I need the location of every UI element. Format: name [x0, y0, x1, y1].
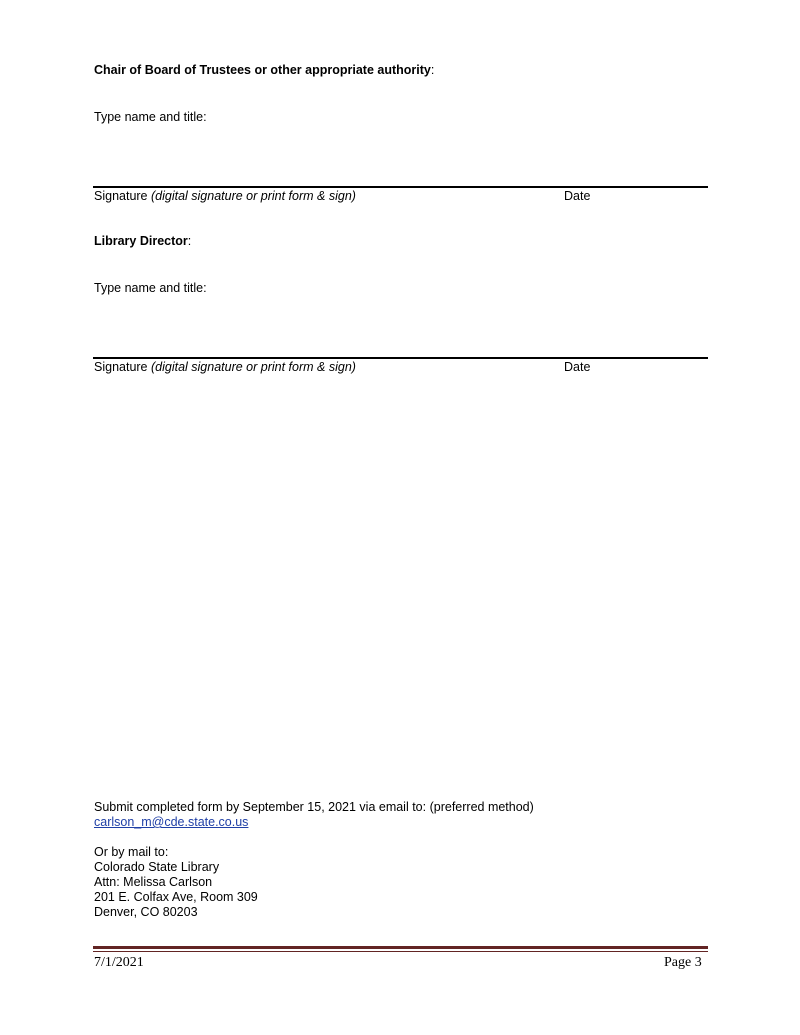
footer-rule-thin [93, 951, 708, 952]
director-signature-text: Signature [94, 360, 151, 374]
trustee-signature-text: Signature [94, 189, 151, 203]
trustee-signature-line [93, 186, 708, 188]
director-signature-label [94, 360, 356, 374]
address-line-street: 201 E. Colfax Ave, Room 309 [94, 890, 258, 904]
director-heading [94, 234, 191, 248]
trustee-signature-label [94, 189, 356, 203]
director-date-label: Date [564, 360, 591, 374]
trustee-heading-colon: : [430, 63, 435, 77]
submission-instructions: Submit completed form by September 15, 2021 via email to: (preferred method) [94, 800, 534, 814]
email-link[interactable]: carlson_m@cde.state.co.us [94, 815, 249, 829]
mail-intro: Or by mail to: [94, 845, 169, 859]
trustee-signature-hint: (digital signature or print form & sign) [150, 189, 356, 203]
director-heading-text: Library Director [94, 234, 188, 248]
footer-page-number: Page 3 [664, 955, 702, 970]
director-signature-line [93, 357, 708, 359]
director-name-label: Type name and title: [94, 281, 207, 295]
address-line-city: Denver, CO 80203 [94, 905, 198, 919]
trustee-name-label: Type name and title: [94, 110, 207, 124]
director-signature-hint: (digital signature or print form & sign) [150, 360, 356, 374]
address-line-attention: Attn: Melissa Carlson [94, 875, 213, 889]
address-line-organization: Colorado State Library [94, 860, 220, 874]
trustee-heading-text: Chair of Board of Trustees or other appropriate authority [94, 63, 431, 77]
trustee-heading [94, 63, 434, 77]
director-heading-colon: : [187, 234, 192, 248]
footer-date: 7/1/2021 [94, 955, 144, 970]
trustee-date-label: Date [564, 189, 591, 203]
footer-rule-thick [93, 946, 708, 949]
